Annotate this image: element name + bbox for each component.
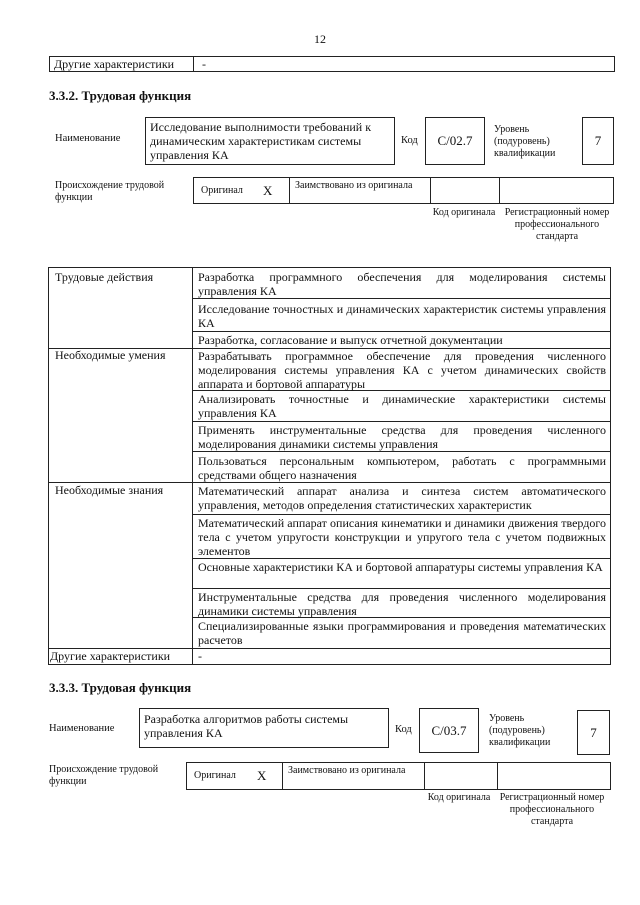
- table-item: Математический аппарат анализа и синтеза систем автоматического управления, методов определения статистических характеристик: [198, 484, 606, 512]
- table-item: Анализировать точностные и динамические характеристики системы управления КА: [198, 392, 606, 420]
- table-item: Разработка программного обеспечения для моделирования системы управления КА: [198, 270, 606, 298]
- section-title: 3.3.2. Трудовая функция: [49, 88, 192, 103]
- name-label: Наименование: [55, 133, 121, 144]
- work-function-table: [48, 267, 611, 665]
- table-category: Другие характеристики: [50, 649, 171, 663]
- page-number: 12: [314, 32, 326, 46]
- table-category: Необходимые умения: [55, 348, 166, 362]
- borrowed-label: Заимствовано из оригинала: [295, 180, 413, 191]
- table-item: Инструментальные средства для проведения численного моделирования динамики системы управления: [198, 590, 606, 618]
- code-label: Код: [395, 724, 412, 735]
- level-box: 7: [582, 117, 614, 165]
- level-label: Уровень (подуровень) квалификации: [489, 713, 551, 748]
- name-label: Наименование: [49, 723, 115, 734]
- original-label: Оригинал: [194, 770, 236, 781]
- other-characteristics-label: Другие характеристики: [54, 57, 175, 71]
- origin-label: Происхождение трудовой функции: [55, 180, 165, 203]
- origin-label: Происхождение трудовой функции: [49, 764, 159, 787]
- other-characteristics-value: -: [202, 57, 206, 71]
- level-label: Уровень (подуровень) квалификации: [494, 124, 556, 159]
- original-label: Оригинал: [201, 185, 243, 196]
- original-mark: X: [263, 183, 273, 198]
- section-title: 3.3.3. Трудовая функция: [49, 680, 192, 695]
- function-name-box: Разработка алгоритмов работы системы управления КА: [139, 708, 389, 748]
- table-item: Применять инструментальные средства для проведения численного моделирования динамики системы управления: [198, 423, 606, 451]
- other-characteristics-row: [49, 56, 615, 72]
- table-item: Разрабатывать программное обеспечение для проведения численного моделирования системы управления КА с учетом динамических свойств аппарата и бортовой аппаратуры: [198, 349, 606, 391]
- table-item: Разработка, согласование и выпуск отчетной документации: [198, 333, 503, 347]
- level-box: 7: [577, 710, 610, 755]
- table-item: Математический аппарат описания кинематики и динамики движения твердого тела с учетом упругости конструкции и упругого тела с учетом подвижных элементов: [198, 516, 606, 558]
- code-original-caption: Код оригинала: [427, 792, 491, 803]
- origin-table: [193, 177, 614, 204]
- table-item: Исследование точностных и динамических характеристик системы управления КА: [198, 302, 606, 330]
- code-box: С/02.7: [425, 117, 485, 165]
- table-item: Пользоваться персональным компьютером, работать с программными средствами общего назначения: [198, 454, 606, 482]
- original-mark: X: [257, 768, 267, 783]
- table-category: Необходимые знания: [55, 483, 164, 497]
- code-original-caption: Код оригинала: [432, 207, 496, 218]
- table-item: Специализированные языки программирования и проведения математических расчетов: [198, 619, 606, 647]
- function-name-box: Исследование выполнимости требований к динамическим характеристикам системы управления КА: [145, 117, 395, 165]
- reg-number-caption: Регистрационный номер профессионального стандарта: [504, 207, 610, 242]
- table-item: Основные характеристики КА и бортовой аппаратуры системы управления КА: [198, 560, 603, 574]
- code-label: Код: [401, 135, 418, 146]
- borrowed-label: Заимствовано из оригинала: [288, 765, 406, 776]
- origin-table: [186, 762, 611, 790]
- table-category: Трудовые действия: [55, 270, 154, 284]
- table-item: -: [198, 649, 202, 663]
- reg-number-caption: Регистрационный номер профессионального стандарта: [499, 792, 605, 827]
- code-box: С/03.7: [419, 708, 479, 753]
